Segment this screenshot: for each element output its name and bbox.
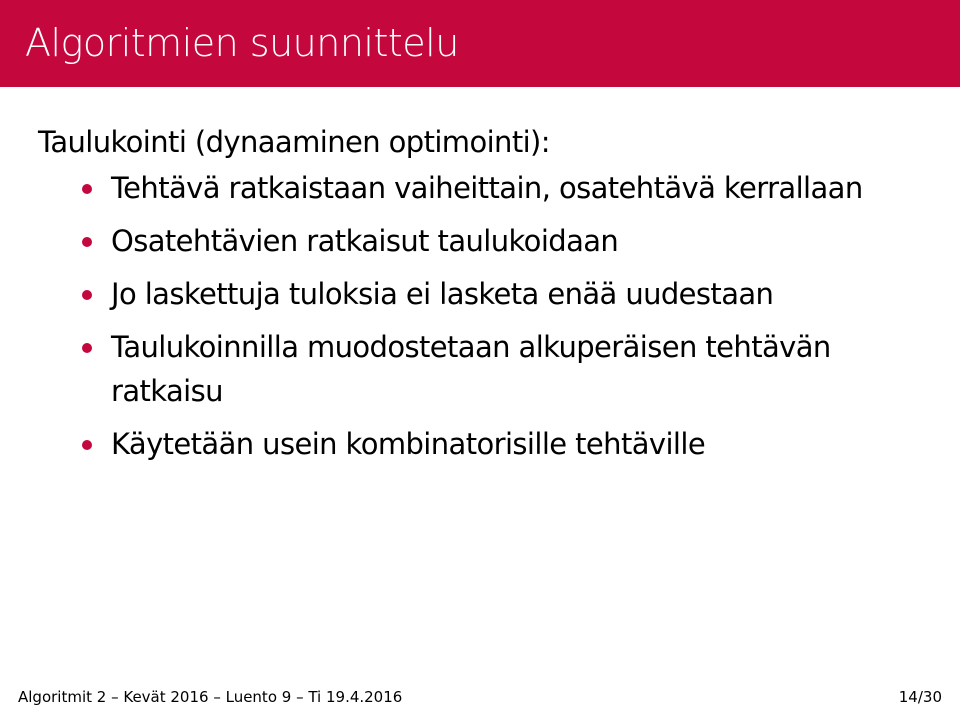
- list-item-text: Käytetään usein kombinatorisille tehtäville: [111, 427, 706, 461]
- list-item-text: Jo laskettuja tuloksia ei lasketa enää uudestaan: [111, 277, 774, 311]
- page-number: 14/30: [898, 688, 942, 706]
- list-item: [38, 325, 918, 413]
- slide-title: Algoritmien suunnittelu: [25, 21, 459, 65]
- bullet-dot-icon: [82, 343, 92, 353]
- title-bar: [0, 0, 960, 87]
- bullet-dot-icon: [82, 440, 92, 450]
- slide-content: [38, 118, 918, 475]
- bullet-dot-icon: [82, 184, 92, 194]
- list-item: [38, 219, 918, 263]
- footer: [0, 679, 960, 715]
- list-item: [38, 272, 918, 316]
- intro-text: Taulukointi (dynaaminen optimointi):: [38, 125, 550, 159]
- list-item-text: Taulukoinnilla muodostetaan alkuperäisen tehtävän ratkaisu: [111, 330, 831, 408]
- bullet-dot-icon: [82, 290, 92, 300]
- list-item: [38, 422, 918, 466]
- list-item-text: Tehtävä ratkaistaan vaiheittain, osatehtävä kerrallaan: [111, 171, 863, 205]
- bullet-list: [38, 166, 918, 466]
- bullet-dot-icon: [82, 237, 92, 247]
- footer-course-info: Algoritmit 2 – Kevät 2016 – Luento 9 – Ti 19.4.2016: [18, 688, 403, 706]
- list-item-text: Osatehtävien ratkaisut taulukoidaan: [111, 224, 619, 258]
- list-item: [38, 166, 918, 210]
